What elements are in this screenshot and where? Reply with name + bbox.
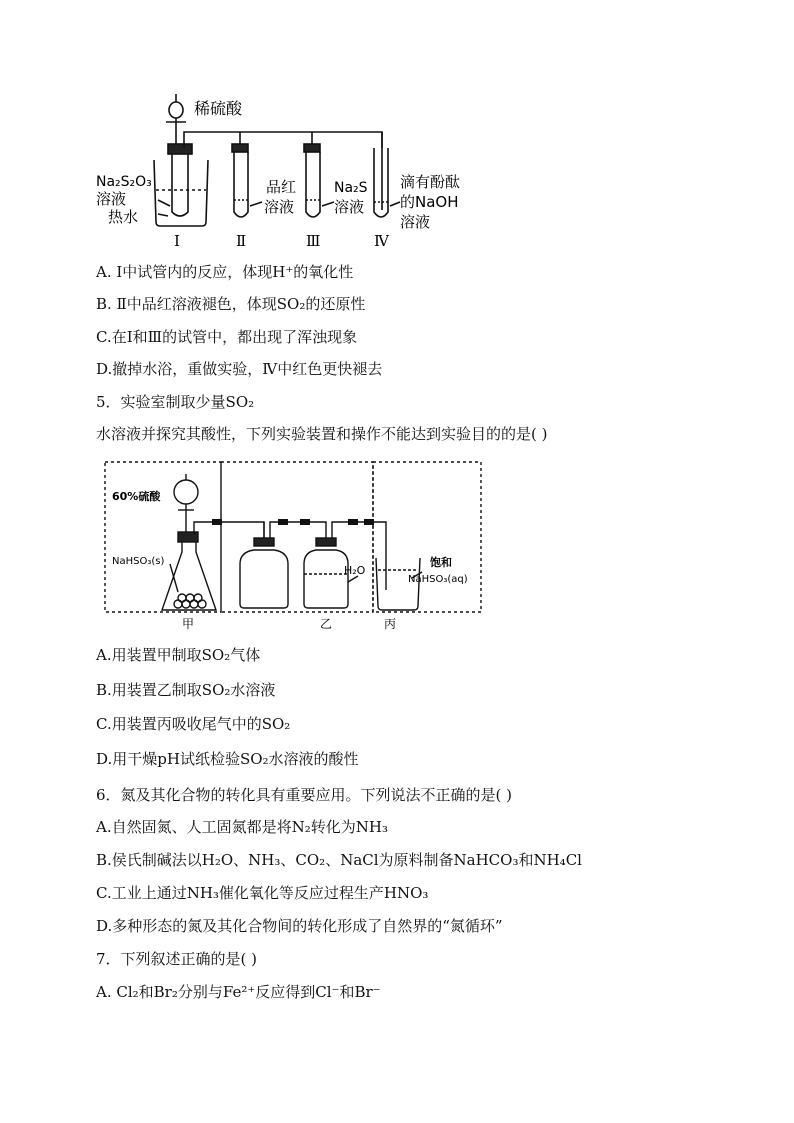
frame-yi [221,462,373,612]
q5-stem: 水溶液并探究其酸性，下列实验装置和操作不能达到实验目的的是( ) [96,425,548,443]
q6-option-b: B.侯氏制碱法以H₂O、NH₃、CO₂、NaCl为原料制备NaHCO₃和NH₄Cl [96,851,582,869]
test-tube-4 [374,148,388,217]
q6-option-c: C.工业上通过NH₃催化氧化等反应过程生产HNO₃ [96,884,429,902]
fig1-roman-2: Ⅱ [236,232,247,250]
stopper-1 [168,144,192,154]
fig2-absorb-label-1: 饱和 [430,556,452,569]
figure-sulfur-experiment [94,92,484,252]
fig1-roman-1: Ⅰ [174,232,180,250]
q7-stem: 7．下列叙述正确的是( ) [96,950,258,968]
test-tube-3 [306,152,320,217]
fig2-water-label: H₂O [344,564,366,577]
frame-jia [105,462,221,612]
stopper-2 [232,144,248,152]
q5-option-b: B.用装置乙制取SO₂水溶液 [96,681,276,699]
gas-bottle-1 [240,550,288,608]
q5-number-line: 5．实验室制取少量SO₂ [96,393,255,411]
fig1-tube3-chem: Na₂S [334,180,368,196]
fig1-tube4-label-2: 的NaOH [400,193,459,211]
q5-option-a: A.用装置甲制取SO₂气体 [96,646,261,664]
fig1-left-label-1: 溶液 [96,190,127,208]
fig2-section-jia: 甲 [182,617,195,631]
stopper-bottle-1 [254,538,274,546]
q6-option-d: D.多种形态的氮及其化合物间的转化形成了自然界的“氮循环” [96,917,503,935]
fig2-absorb-label-2: NaHSO₃(aq) [408,574,468,585]
stopper-flask [178,532,198,542]
fig1-tube2-label-1: 品红 [266,178,297,196]
stopper-bottle-2 [316,538,336,546]
stopper-3 [304,144,320,152]
fig2-solid-label: NaHSO₃(s) [112,556,165,567]
q4-option-d: D.撤掉水浴，重做实验，Ⅳ中红色更快褪去 [96,360,383,378]
fig1-left-label-2: 热水 [108,208,139,226]
separatory-funnel [169,102,183,118]
q5-option-c: C.用装置丙吸收尾气中的SO₂ [96,715,291,733]
fig1-tube2-label-2: 溶液 [264,198,295,216]
fig1-tube4-label-3: 溶液 [400,213,431,231]
fig1-roman-3: Ⅲ [306,232,321,250]
figure-so2-apparatus [104,460,484,632]
q5-option-d: D.用干燥pH试纸检验SO₂水溶液的酸性 [96,750,359,768]
q4-option-a: A. Ⅰ中试管内的反应，体现H⁺的氧化性 [96,263,354,281]
fig1-tube3-label-2: 溶液 [334,198,365,216]
fig1-roman-4: Ⅳ [374,232,389,250]
dropping-funnel [174,480,198,504]
gas-bottle-2 [304,550,348,608]
frame-bing [373,462,481,612]
q6-stem: 6．氮及其化合物的转化具有重要应用。下列说法不正确的是( ) [96,786,513,804]
fig1-left-chem: Na₂S₂O₃ [96,174,152,190]
fig2-acid-label: 60%硫酸 [112,490,161,503]
fig1-top-label: 稀硫酸 [194,99,243,118]
q7-option-a: A. Cl₂和Br₂分别与Fe²⁺反应得到Cl⁻和Br⁻ [96,983,381,1001]
fig2-section-bing: 丙 [384,617,397,631]
q4-option-c: C.在Ⅰ和Ⅲ的试管中，都出现了浑浊现象 [96,328,358,346]
q4-option-b: B. Ⅱ中品红溶液褪色，体现SO₂的还原性 [96,295,366,313]
delivery-tube [184,132,382,148]
fig1-tube4-label-1: 滴有酚酞 [400,173,461,191]
q6-option-a: A.自然固氮、人工固氮都是将N₂转化为NH₃ [96,818,388,836]
fig2-section-yi: 乙 [320,617,333,631]
test-tube-2 [234,152,248,217]
conical-flask [162,542,216,610]
